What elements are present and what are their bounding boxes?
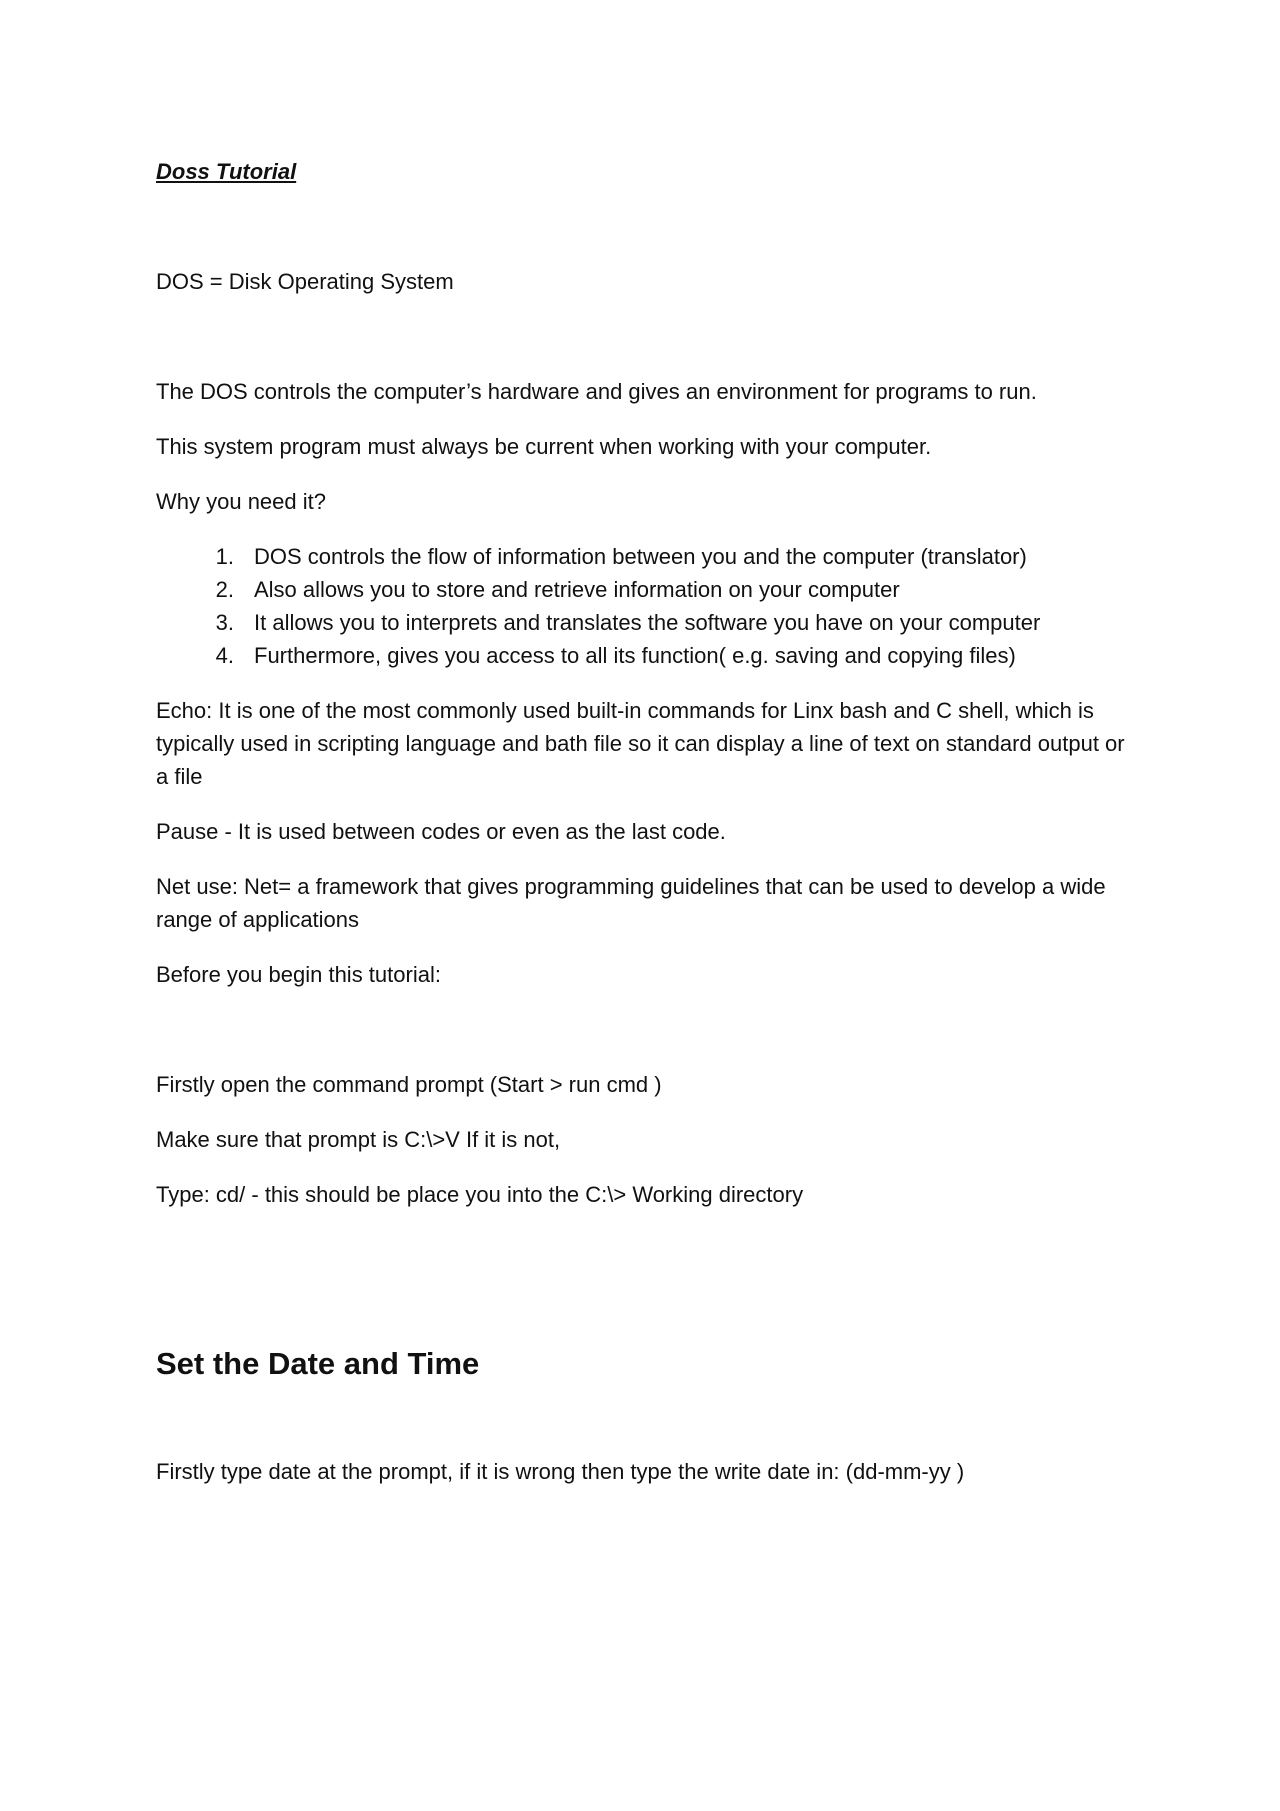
list-text: Also allows you to store and retrieve information on your computer bbox=[254, 577, 900, 602]
spacer bbox=[156, 518, 1136, 540]
spacer bbox=[156, 848, 1136, 870]
list-text: Furthermore, gives you access to all its function( e.g. saving and copying files) bbox=[254, 643, 1016, 668]
list-number: 3. bbox=[215, 610, 234, 635]
spacer bbox=[156, 1156, 1136, 1178]
section-heading: Set the Date and Time bbox=[156, 1346, 480, 1381]
document-body bbox=[156, 155, 1136, 1488]
spacer bbox=[156, 936, 1136, 958]
step-check-prompt: Make sure that prompt is C:\>V If it is not, bbox=[156, 1127, 561, 1152]
list-item bbox=[156, 639, 1136, 672]
list-item bbox=[156, 606, 1136, 639]
list-number: 2. bbox=[215, 577, 234, 602]
intro-paragraph: The DOS controls the computer’s hardware and gives an environment for programs to run. bbox=[156, 379, 1037, 404]
current-note-paragraph: This system program must always be current when working with your computer. bbox=[156, 434, 932, 459]
spacer bbox=[156, 188, 1136, 265]
net-use-paragraph: Net use: Net= a framework that gives programming guidelines that can be used to develop a wide range of applications bbox=[156, 874, 1106, 932]
spacer bbox=[156, 991, 1136, 1068]
step-type-command: Type: cd/ - this should be place you into the C:\> Working directory bbox=[156, 1182, 804, 1207]
spacer bbox=[156, 463, 1136, 485]
list-text: It allows you to interprets and translates the software you have on your computer bbox=[254, 610, 1041, 635]
why-heading: Why you need it? bbox=[156, 489, 326, 514]
step-open-prompt: Firstly open the command prompt (Start > run cmd ) bbox=[156, 1072, 662, 1097]
list-number: 1. bbox=[215, 544, 234, 569]
date-instruction-paragraph: Firstly type date at the prompt, if it is wrong then type the write date in: (dd-mm-yy ) bbox=[156, 1459, 965, 1484]
spacer bbox=[156, 1211, 1136, 1344]
spacer bbox=[156, 408, 1136, 430]
list-text: DOS controls the flow of information between you and the computer (translator) bbox=[254, 544, 1027, 569]
spacer bbox=[156, 793, 1136, 815]
spacer bbox=[156, 672, 1136, 694]
echo-paragraph: Echo: It is one of the most commonly used built-in commands for Linx bash and C shell, which is typically used in scripting language and bath file so it can display a line of text on standard output or a file bbox=[156, 698, 1125, 789]
list-item bbox=[156, 540, 1136, 573]
list-item bbox=[156, 573, 1136, 606]
spacer bbox=[156, 298, 1136, 375]
before-begin-paragraph: Before you begin this tutorial: bbox=[156, 962, 441, 987]
pause-paragraph: Pause - It is used between codes or even as the last code. bbox=[156, 819, 726, 844]
spacer bbox=[156, 1101, 1136, 1123]
dos-definition: DOS = Disk Operating System bbox=[156, 269, 454, 294]
spacer bbox=[156, 1384, 1136, 1455]
reasons-list bbox=[156, 540, 1136, 672]
document-title: Doss Tutorial bbox=[156, 159, 297, 184]
list-number: 4. bbox=[215, 643, 234, 668]
